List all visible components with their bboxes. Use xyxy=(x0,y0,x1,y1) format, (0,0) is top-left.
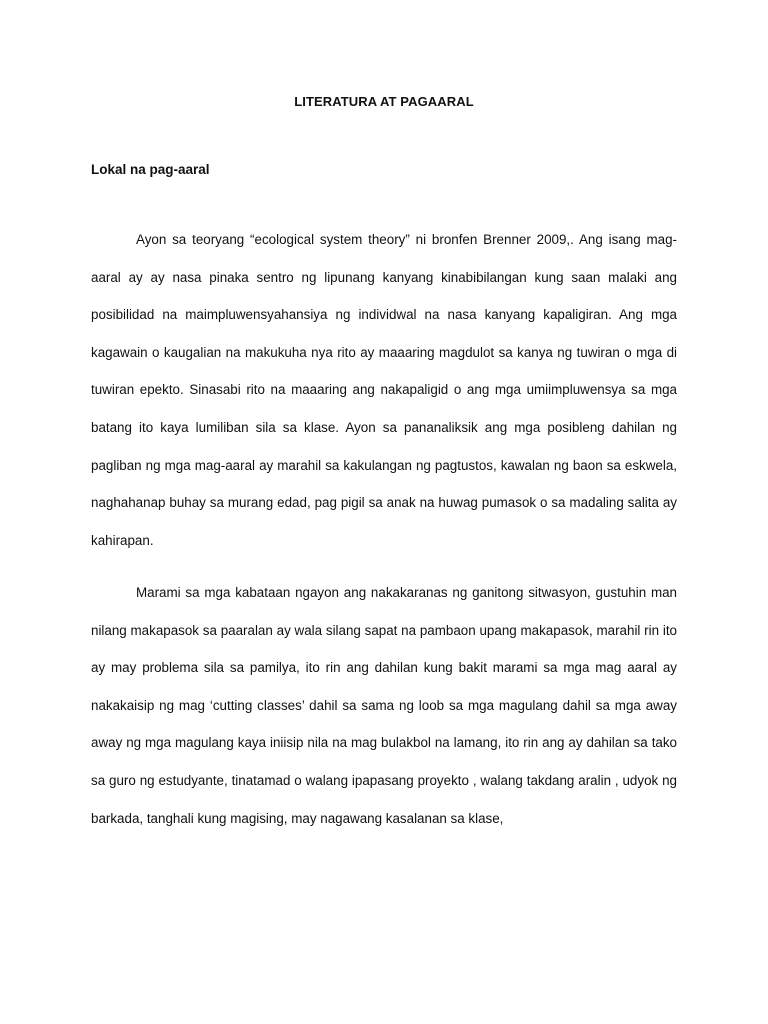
body-paragraph-2: Marami sa mga kabataan ngayon ang nakakaranas ng ganitong sitwasyon, gustuhin man nilang makapasok sa paaralan ay wala silang sapat na pambaon upang makapasok, marahil rin ito ay may problema sila sa pamilya, ito rin ang dahilan kung bakit marami sa mga mag aaral ay nakakaisip ng mag ‘cutting classes’ dahil sa sama ng loob sa mga magulang dahil sa mga away away ng mga magulang kaya iniisip nila na mag bulakbol na lamang, ito rin ang ay dahilan sa tako sa guro ng estudyante, tinatamad o walang ipapasang proyekto , walang takdang aralin , udyok ng barkada, tanghali kung magising, may nagawang kasalanan sa klase, xyxy=(91,585,677,826)
section-heading: Lokal na pag-aaral xyxy=(91,162,210,177)
body-paragraph-1: Ayon sa teoryang “ecological system theory” ni bronfen Brenner 2009,. Ang isang mag-aaral ay ay nasa pinaka sentro ng lipunang kanyang kinabibilangan kung saan malaki ang posibilidad na maimpluwensyahansiya ng individwal na nasa kanyang kapaligiran. Ang mga kagawain o kaugalian na makukuha nya rito ay maaaring magdulot sa kanya ng tuwiran o mga di tuwiran epekto. Sinasabi rito na maaaring ang nakapaligid o ang mga umiimpluwensya sa mga batang ito kaya lumiliban sila sa klase. Ayon sa pananaliksik ang mga posibleng dahilan ng pagliban ng mga mag-aaral ay marahil sa kakulangan ng pagtustos, kawalan ng baon sa eskwela, naghahanap buhay sa murang edad, pag pigil sa anak na huwag pumasok o sa madaling salita ay kahirapan. xyxy=(91,232,677,548)
document-title: LITERATURA AT PAGAARAL xyxy=(294,94,474,109)
